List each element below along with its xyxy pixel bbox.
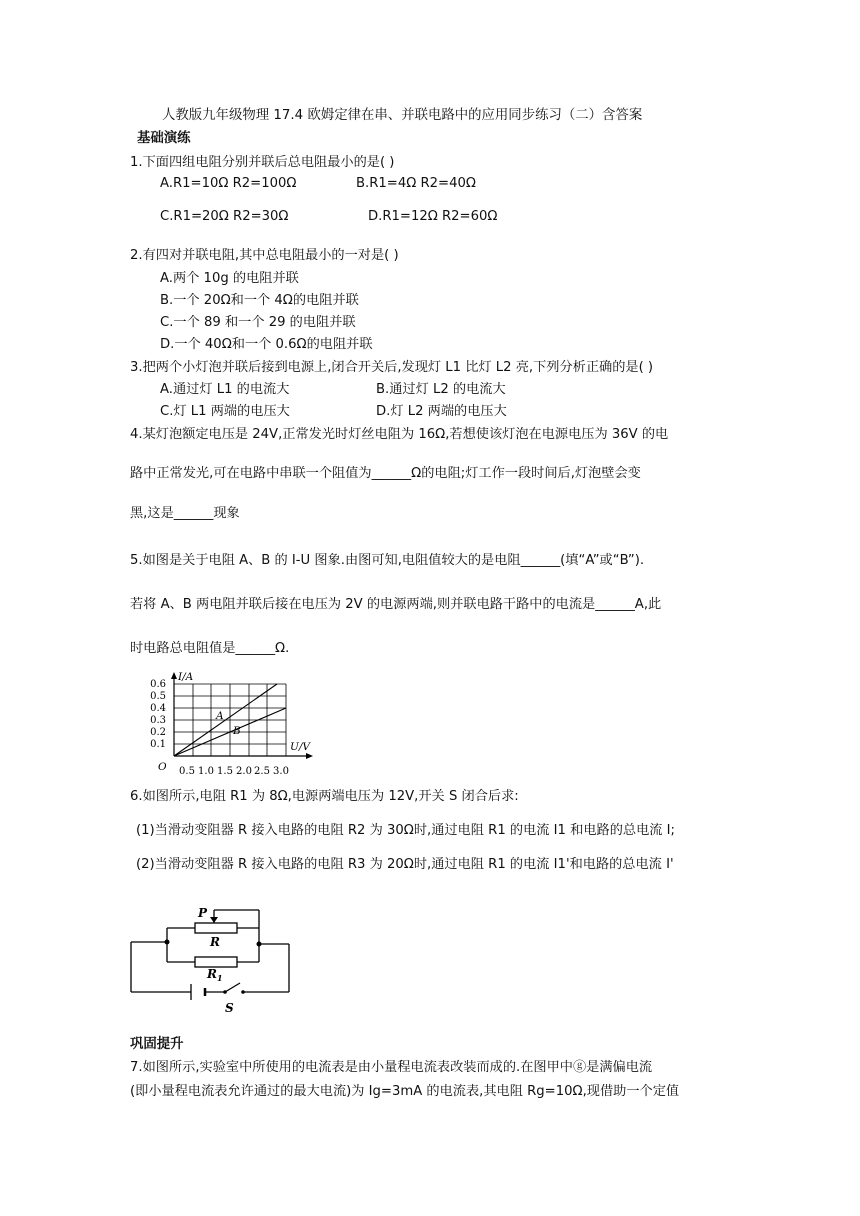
graph-y-label: I/A (178, 671, 194, 683)
question-2-stem: 2.有四对并联电阻,其中总电阻最小的一对是( ) (130, 248, 399, 263)
switch-contact (223, 990, 227, 994)
section-heading-consolidate: 巩固提升 (130, 1037, 184, 1052)
question-3-option-c: C.灯 L1 两端的电压大 (160, 404, 290, 419)
switch-label-s: S (225, 1001, 234, 1015)
graph-y-tick: 0.3 (150, 715, 166, 726)
question-2-option-c: C.一个 89 和一个 29 的电阻并联 (160, 315, 356, 330)
graph-line-b-label: B (233, 725, 241, 737)
resistor-r1 (195, 957, 237, 967)
question-1-option-c: C.R1=20Ω R2=30Ω (160, 209, 289, 224)
question-1-option-b: B.R1=4Ω R2=40Ω (356, 176, 476, 191)
slider-label-p: P (198, 906, 208, 920)
graph-x-label: U/V (290, 741, 310, 753)
question-2-option-b: B.一个 20Ω和一个 4Ω的电阻并联 (160, 293, 359, 308)
question-7-line-2: (即小量程电流表允许通过的最大电流)为 Ig=3mA 的电流表,其电阻 Rg=10Ω,现借助一个定值 (130, 1084, 680, 1099)
question-3-option-a: A.通过灯 L1 的电流大 (160, 382, 290, 397)
question-2-option-a: A.两个 10g 的电阻并联 (160, 271, 299, 286)
question-4-line-2: 路中正常发光,可在电路中串联一个阻值为______Ω的电阻;灯工作一段时间后,灯泡壁会变 (130, 466, 641, 481)
iu-graph-figure (140, 670, 325, 782)
question-7-line-1: 7.如图所示,实验室中所使用的电流表是由小量程电流表改装而成的.在图甲中ⓖ是满偏电流 (130, 1060, 653, 1075)
switch-lever (225, 983, 240, 992)
question-2-option-d: D.一个 40Ω和一个 0.6Ω的电阻并联 (160, 337, 373, 352)
question-5-line-3: 时电路总电阻值是______Ω. (130, 641, 290, 656)
graph-x-tick: 2.0 (236, 766, 252, 777)
question-1-option-a: A.R1=10Ω R2=100Ω (160, 176, 297, 191)
graph-y-tick: 0.1 (150, 739, 166, 750)
graph-y-tick: 0.2 (150, 727, 166, 738)
section-heading-basic: 基础演练 (137, 131, 191, 146)
question-4-line-1: 4.某灯泡额定电压是 24V,正常发光时灯丝电阻为 16Ω,若想使该灯泡在电源电压为 36V 的电 (130, 427, 669, 442)
question-6-line-1: 6.如图所示,电阻 R1 为 8Ω,电源两端电压为 12V,开关 S 闭合后求: (130, 789, 519, 804)
graph-y-tick: 0.6 (150, 679, 166, 690)
page-title: 人教版九年级物理 17.4 欧姆定律在串、并联电路中的应用同步练习（二）含答案 (162, 108, 643, 123)
question-4-line-3: 黑,这是______现象 (130, 506, 240, 521)
graph-y-tick: 0.4 (150, 703, 166, 714)
graph-x-tick: 0.5 (179, 766, 195, 777)
circuit-node (257, 942, 262, 947)
rheostat-label-r: R (210, 935, 220, 949)
slider-arrow-icon (210, 917, 218, 923)
x-axis-arrow-icon (306, 753, 313, 759)
question-3-option-d: D.灯 L2 两端的电压大 (376, 404, 507, 419)
question-1-stem: 1.下面四组电阻分别并联后总电阻最小的是( ) (130, 155, 395, 170)
graph-x-tick: 1.0 (198, 766, 214, 777)
resistor-label-r1: $R_1$ (207, 967, 223, 983)
graph-grid (174, 684, 286, 756)
graph-origin-label: O (158, 761, 167, 773)
graph-line-a-label: A (216, 710, 224, 722)
graph-x-tick: 2.5 (254, 766, 270, 777)
graph-x-tick: 3.0 (273, 766, 289, 777)
switch-contact (241, 990, 245, 994)
rheostat-r (195, 923, 237, 933)
graph-x-tick: 1.5 (217, 766, 233, 777)
question-6-sub-1: (1)当滑动变阻器 R 接入电路的电阻 R2 为 30Ω时,通过电阻 R1 的电流 I1 和电路的总电流 I; (136, 823, 675, 838)
question-5-line-2: 若将 A、B 两电阻并联后接在电压为 2V 的电源两端,则并联电路干路中的电流是______A,此 (130, 597, 662, 612)
circuit-diagram (125, 900, 295, 1018)
question-3-stem: 3.把两个小灯泡并联后接到电源上,闭合开关后,发现灯 L1 比灯 L2 亮,下列分析正确的是( ) (130, 360, 654, 375)
question-6-sub-2: (2)当滑动变阻器 R 接入电路的电阻 R3 为 20Ω时,通过电阻 R1 的电流 I1'和电路的总电流 I' (136, 857, 674, 872)
graph-y-tick: 0.5 (150, 691, 166, 702)
circuit-node (165, 940, 170, 945)
question-5-line-1: 5.如图是关于电阻 A、B 的 I-U 图象.由图可知,电阻值较大的是电阻______(填“A”或“B”). (130, 553, 645, 568)
y-axis-arrow-icon (171, 672, 177, 679)
question-3-option-b: B.通过灯 L2 的电流大 (376, 382, 506, 397)
question-1-option-d: D.R1=12Ω R2=60Ω (368, 209, 498, 224)
